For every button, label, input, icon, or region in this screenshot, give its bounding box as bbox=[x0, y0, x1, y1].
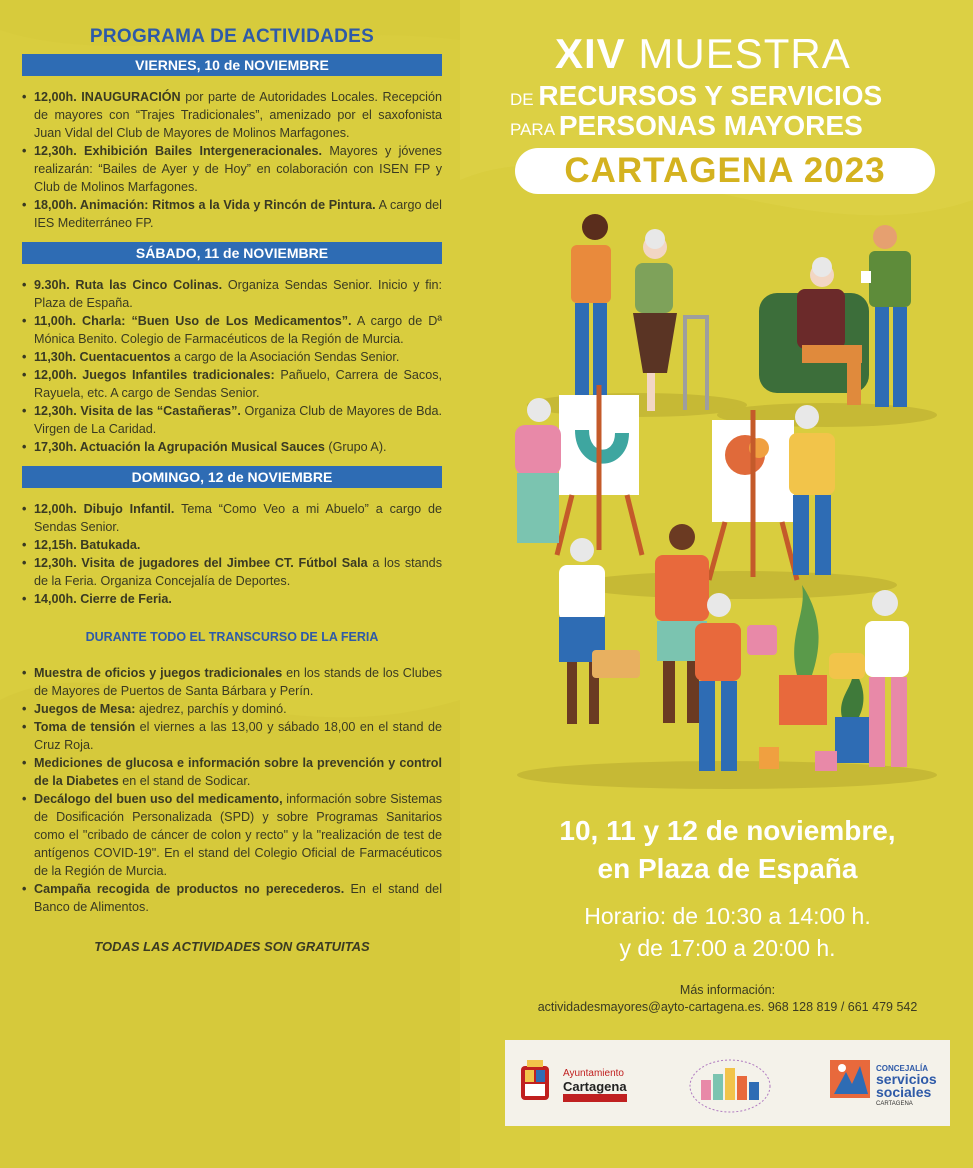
during-fair-title: DURANTE TODO EL TRANSCURSO DE LA FERIA bbox=[85, 630, 379, 644]
ciudad-amigable-logo bbox=[687, 1058, 773, 1108]
sunday-list bbox=[22, 500, 442, 608]
painting-man bbox=[789, 405, 835, 575]
list-item: • Toma de tensión el viernes a las 13,00 y sábado 18,00 en el stand de Cruz Roja. bbox=[22, 718, 442, 754]
info-contact: actividadesmayores@ayto-cartagena.es. 968 128 819 / 661 479 542 bbox=[537, 1000, 918, 1014]
coat-of-arms-icon bbox=[515, 1058, 555, 1108]
list-item: • 11,00h. Charla: “Buen Uso de Los Medicamentos”. A cargo de Dª Mónica Benito. Colegio de Farmacéuticos de la Región de Murcia. bbox=[22, 312, 442, 348]
day-header-sunday: DOMINGO, 12 de NOVIEMBRE bbox=[22, 466, 442, 488]
ayuntamiento-logo bbox=[515, 1058, 635, 1108]
list-item: • Decálogo del buen uso del medicamento, información sobre Sistemas de Dosificación Personalizada (SPD) y sobre Programas Sanitarios como el "cribado de cáncer de colon y recto" y la "realización de test de antígenos COVID-19". En el stand del Colegio Oficial de Farmacéuticos de la Región de Murcia. bbox=[22, 790, 442, 880]
city-year-banner: CARTAGENA 2023 bbox=[515, 148, 935, 194]
list-item: • Campaña recogida de productos no perecederos. En el stand del Banco de Alimentos. bbox=[22, 880, 442, 916]
info-label: Más información: bbox=[679, 983, 776, 997]
gardening-woman bbox=[695, 593, 777, 771]
program-title: PROGRAMA DE ACTIVIDADES bbox=[89, 26, 375, 47]
city-skyline-icon bbox=[687, 1058, 773, 1114]
ayuntamiento-label: Ayuntamiento bbox=[563, 1068, 624, 1079]
event-dates bbox=[500, 812, 955, 888]
logos-strip bbox=[505, 1040, 950, 1126]
armchair-scene bbox=[759, 225, 911, 407]
cartagena-sub-label: CARTAGENA bbox=[876, 1101, 913, 1107]
title-line-1: XIV MUESTRA bbox=[555, 30, 851, 77]
list-item: • 12,30h. Visita de las “Castañeras”. Organiza Club de Mayores de Bda. Virgen de La Caridad. bbox=[22, 402, 442, 438]
list-item: • 14,00h. Cierre de Feria. bbox=[22, 590, 442, 608]
venue-line: en Plaza de España bbox=[597, 853, 858, 884]
hours-line-2: y de 17:00 a 20:00 h. bbox=[619, 935, 836, 961]
title-line-2: DE RECURSOS Y SERVICIOS bbox=[510, 80, 883, 111]
easel-left bbox=[557, 385, 642, 555]
easel-right bbox=[709, 410, 797, 580]
list-item: • Mediciones de glucosa e información sobre la prevención y control de la Diabetes en el stand de Sodicar. bbox=[22, 754, 442, 790]
event-hours bbox=[500, 900, 955, 964]
concejalia-label: CONCEJALÍA bbox=[876, 1064, 929, 1073]
red-bar bbox=[563, 1094, 627, 1102]
elderly-woman-walker bbox=[633, 229, 709, 411]
seniors-illustration bbox=[497, 205, 952, 795]
list-item: • 12,15h. Batukada. bbox=[22, 536, 442, 554]
list-item: • 12,00h. INAUGURACIÓN por parte de Autoridades Locales. Recepción de mayores con “Trajes Tradicionales”, amenizado por el saxofonista Juan Vidal del Club de Mayores de Molinos Marfagones. bbox=[22, 88, 442, 142]
saturday-list bbox=[22, 276, 442, 456]
free-activities-note: TODAS LAS ACTIVIDADES SON GRATUITAS bbox=[94, 939, 370, 954]
day-header-saturday: SÁBADO, 11 de NOVIEMBRE bbox=[22, 242, 442, 264]
friday-list bbox=[22, 88, 442, 232]
list-item: • 9.30h. Ruta las Cinco Colinas. Organiza Sendas Senior. Inicio y fin: Plaza de España. bbox=[22, 276, 442, 312]
day-header-friday: VIERNES, 10 de NOVIEMBRE bbox=[22, 54, 442, 76]
servicios-sociales-logo bbox=[830, 1058, 945, 1108]
list-item: • 11,30h. Cuentacuentos a cargo de la Asociación Sendas Senior. bbox=[22, 348, 442, 366]
during-fair-list bbox=[22, 664, 442, 916]
list-item: • 17,30h. Actuación la Agrupación Musical Sauces (Grupo A). bbox=[22, 438, 442, 456]
painting-woman bbox=[515, 398, 561, 543]
title-line-3: PARA PERSONAS MAYORES bbox=[510, 110, 863, 141]
list-item: • 12,30h. Exhibición Bailes Intergeneracionales. Mayores y jóvenes realizarán: “Bailes de Ayer y de Hoy” en colaboración con ISEN FP y Club de Molinos Marfagones. bbox=[22, 142, 442, 196]
list-item: • 12,00h. Juegos Infantiles tradicionales: Pañuelo, Carrera de Sacos, Rayuela, etc. A cargo de Sendas Senior. bbox=[22, 366, 442, 402]
program-column bbox=[22, 28, 442, 956]
dates-line: 10, 11 y 12 de noviembre, bbox=[559, 815, 896, 846]
list-item: • Muestra de oficios y juegos tradicionales en los stands de los Clubes de Mayores de Puertos de Santa Bárbara y Perín. bbox=[22, 664, 442, 700]
cartagena-label: Cartagena bbox=[563, 1079, 627, 1094]
people-hand-icon bbox=[830, 1058, 872, 1100]
contact-info bbox=[500, 982, 955, 1016]
list-item: • Juegos de Mesa: ajedrez, parchís y dominó. bbox=[22, 700, 442, 718]
servicios-sociales-label: servicios sociales bbox=[876, 1071, 937, 1100]
caregiver-figure bbox=[571, 214, 611, 398]
list-item: • 12,00h. Dibujo Infantil. Tema “Como Veo a mi Abuelo” a cargo de Sendas Senior. bbox=[22, 500, 442, 536]
hiker-woman bbox=[559, 538, 640, 724]
list-item: • 18,00h. Animación: Ritmos a la Vida y Rincón de Pintura. A cargo del IES Mediterráneo FP. bbox=[22, 196, 442, 232]
hours-line-1: Horario: de 10:30 a 14:00 h. bbox=[584, 903, 871, 929]
list-item: • 12,30h. Visita de jugadores del Jimbee CT. Fútbol Sala a los stands de la Feria. Organiza Concejalía de Deportes. bbox=[22, 554, 442, 590]
